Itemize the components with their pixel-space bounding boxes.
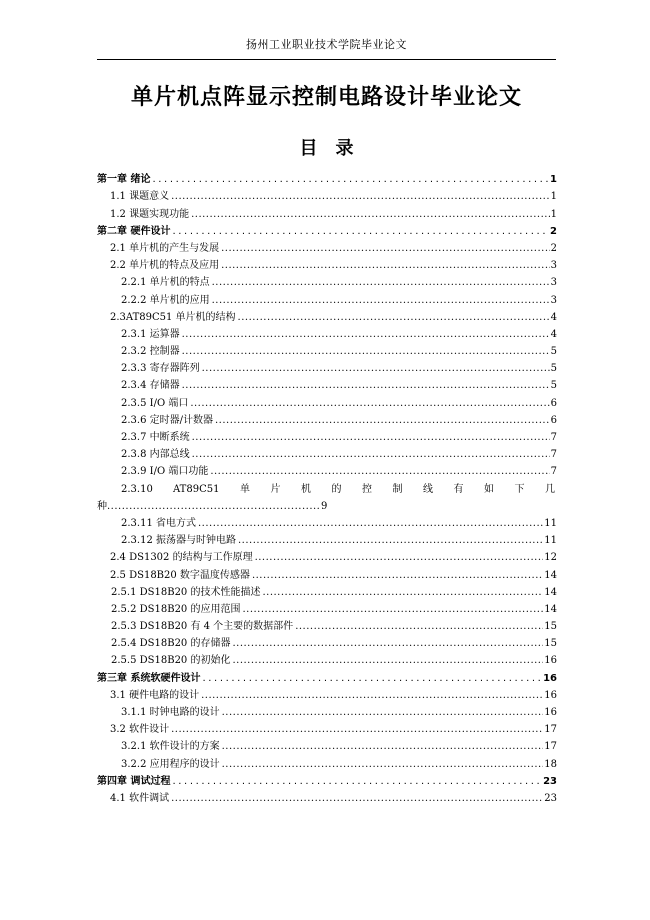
toc-leader-dots: [221, 242, 550, 255]
toc-entry[interactable]: [97, 427, 557, 444]
toc-entry-text: 1.1 课题意义: [110, 191, 170, 203]
toc-entry[interactable]: [97, 341, 557, 358]
toc-entry-title: [173, 483, 557, 496]
header-rule: [97, 59, 556, 60]
toc-entry[interactable]: [97, 582, 557, 599]
toc-entry[interactable]: [97, 307, 557, 324]
toc-entry[interactable]: [97, 736, 557, 753]
toc-entry-text: 2.3.5 I/O 端口: [121, 397, 189, 409]
toc-heading: 目 录: [299, 138, 354, 159]
toc-entry-text: 第一章 绪论: [97, 174, 151, 186]
toc-entry-text: 2.3.7 中断系统: [121, 432, 190, 443]
toc-leader-dots: [182, 328, 550, 341]
toc-leader-dots: [192, 448, 550, 461]
toc-chapter-entry[interactable]: [97, 667, 557, 684]
toc-entry[interactable]: [97, 753, 557, 770]
toc-entry[interactable]: [97, 685, 557, 702]
toc-entry-text: 第四章 调试过程: [97, 775, 171, 787]
toc-entry-text: 2.2.1 单片机的特点: [121, 277, 210, 289]
toc-page-number: 5: [550, 380, 557, 392]
toc-entry-text: 3.1.1 时钟电路的设计: [121, 707, 220, 718]
toc-entry[interactable]: [97, 633, 557, 650]
toc-entry-text: 3.2.2 应用程序的设计: [121, 758, 220, 770]
toc-entry-text: 第三章 系统软硬件设计: [97, 672, 201, 684]
toc-page-number: 1: [550, 174, 557, 186]
toc-entry-text: 2.3AT89C51 单片机的结构: [110, 311, 236, 323]
toc-entry-title-char: AT89C51: [173, 483, 220, 495]
toc-entry-title-char: 有: [453, 483, 464, 495]
toc-entry-text: 4.1 软件调试: [110, 792, 170, 804]
toc-page-number: 5: [550, 346, 557, 358]
toc-page-number: 23: [543, 775, 557, 787]
toc-entry-text: 2.3.8 内部总线: [121, 449, 190, 461]
toc-entry-text: 种: [97, 500, 107, 512]
toc-leader-dots: [201, 689, 543, 702]
toc-page-number: 16: [543, 672, 557, 684]
toc-leader-dots: [222, 706, 544, 719]
toc-entry[interactable]: [97, 444, 557, 461]
toc-entry-text: 3.2 软件设计: [110, 724, 170, 736]
toc-page-number: 17: [544, 741, 557, 753]
toc-entry[interactable]: [97, 255, 557, 272]
toc-page-number: 16: [544, 707, 557, 718]
toc-entry-text: 3.1 硬件电路的设计: [110, 689, 200, 701]
toc-entry[interactable]: [97, 186, 557, 203]
toc-entry[interactable]: [97, 203, 557, 220]
toc-entry-text: 2.3.4 存储器: [121, 380, 180, 392]
toc-page-number: 3: [550, 277, 557, 289]
toc-chapter-entry[interactable]: [97, 771, 557, 788]
toc-entry-text: 2.3.1 运算器: [121, 328, 180, 340]
toc-entry-title-char: 片: [270, 483, 281, 495]
toc-entry-text: 2.4 DS1302 的结构与工作原理: [110, 552, 253, 564]
toc-chapter-entry[interactable]: [97, 221, 557, 238]
toc-page-number: 14: [544, 603, 557, 615]
table-of-contents: [97, 169, 557, 805]
toc-leader-dots: [212, 294, 550, 307]
toc-entry-title-char: 线: [422, 483, 433, 495]
toc-entry-text: 2.5 DS18B20 数字温度传感器: [110, 569, 250, 581]
toc-entry-text: 2.3.2 控制器: [121, 346, 180, 358]
toc-page-number: 4: [550, 328, 557, 340]
toc-page-number: 14: [544, 586, 557, 598]
toc-entry-text: 2.5.4 DS18B20 的存储器: [111, 638, 231, 650]
toc-page-number: 23: [544, 792, 557, 804]
toc-entry[interactable]: [97, 238, 557, 255]
toc-page-number: 7: [550, 432, 557, 443]
toc-leader-dots: [171, 723, 543, 736]
toc-leader-dots: [232, 637, 543, 650]
toc-page-number: 14: [544, 569, 557, 581]
toc-page-number: 17: [544, 724, 557, 736]
toc-leader-dots: [182, 345, 550, 358]
toc-leader-dots: [242, 603, 543, 616]
toc-page-number: 2: [550, 242, 557, 254]
document-title: 单片机点阵显示控制电路设计毕业论文: [130, 85, 522, 110]
toc-page-number: 3: [550, 294, 557, 306]
toc-leader-dots: [232, 654, 543, 667]
toc-entry-text: 2.3.6 定时器/计数器: [121, 414, 213, 426]
toc-page-number: 16: [544, 655, 557, 667]
toc-entry-title-char: 制: [392, 483, 403, 495]
toc-page-number: 7: [550, 466, 557, 478]
toc-leader-dots: [212, 276, 550, 289]
toc-entry[interactable]: [97, 324, 557, 341]
toc-chapter-entry[interactable]: [97, 169, 557, 186]
toc-page-number: 6: [550, 397, 557, 409]
toc-page-number: 15: [544, 621, 557, 633]
toc-leader-dots: [172, 225, 549, 238]
toc-entry-title-char: 机: [300, 483, 311, 495]
toc-leader-dots: [222, 740, 544, 753]
toc-leader-dots: [238, 311, 550, 324]
toc-entry[interactable]: [97, 564, 557, 581]
toc-leader-dots: [152, 173, 549, 186]
toc-entry-text: 第二章 硬件设计: [97, 225, 171, 237]
toc-entry[interactable]: [97, 289, 557, 306]
toc-leader-dots: [238, 534, 543, 547]
toc-entry[interactable]: [97, 272, 557, 289]
toc-page-number: 12: [544, 552, 557, 564]
toc-leader-dots: [295, 620, 543, 633]
toc-entry[interactable]: [97, 788, 557, 805]
toc-page-number: 5: [550, 363, 557, 375]
toc-page-number: 7: [550, 449, 557, 461]
toc-leader-dots: [215, 414, 550, 427]
toc-leader-dots: [198, 517, 543, 530]
toc-leader-dots: [202, 672, 542, 685]
toc-entry-text: 2.5.2 DS18B20 的应用范围: [111, 603, 241, 615]
toc-entry-text: 2.2.2 单片机的应用: [121, 294, 210, 306]
toc-entry[interactable]: [97, 719, 557, 736]
toc-leader-dots: [222, 758, 544, 771]
toc-entry[interactable]: [97, 599, 557, 616]
toc-entry[interactable]: [97, 461, 557, 478]
toc-page-number: 11: [544, 535, 557, 547]
toc-entry-text: 2.5.3 DS18B20 有 4 个主要的数据部件: [111, 621, 294, 633]
toc-entry-continuation[interactable]: [97, 496, 557, 513]
toc-page-number: 6: [550, 414, 557, 426]
toc-entry-title-char: 下: [514, 483, 525, 495]
toc-page-number: 1: [550, 191, 557, 203]
toc-leader-dots: [221, 259, 550, 272]
toc-leader-dots: [202, 362, 550, 375]
toc-entry[interactable]: [97, 547, 557, 564]
toc-entry-text: 2.5.5 DS18B20 的初始化: [111, 655, 231, 667]
toc-page-number: 15: [544, 638, 557, 650]
toc-entry[interactable]: [97, 616, 557, 633]
toc-entry-title-char: 几: [544, 483, 555, 495]
page-header: 扬州工业职业技术学院毕业论文: [246, 38, 407, 51]
toc-page-number: 4: [550, 311, 557, 323]
toc-entry-text: 2.5.1 DS18B20 的技术性能描述: [111, 586, 261, 598]
toc-leader-dots: [191, 208, 550, 221]
toc-entry[interactable]: [97, 478, 557, 495]
toc-page-number: 16: [544, 689, 557, 701]
toc-entry[interactable]: [97, 410, 557, 427]
toc-entry-text: 2.3.11 省电方式: [121, 517, 196, 529]
toc-entry[interactable]: [97, 650, 557, 667]
toc-page-number: 3: [550, 260, 557, 272]
toc-entry-text: 3.2.1 软件设计的方案: [121, 741, 220, 753]
toc-entry-text: 2.2 单片机的特点及应用: [110, 260, 220, 272]
toc-page-number: 11: [544, 517, 557, 529]
toc-entry[interactable]: [97, 702, 557, 719]
toc-leader-dots: [171, 792, 543, 805]
toc-entry[interactable]: [97, 375, 557, 392]
toc-entry-title-char: 的: [331, 483, 342, 495]
toc-page-number: 9: [321, 500, 328, 512]
toc-leader-dots: [210, 465, 549, 478]
toc-entry[interactable]: [97, 358, 557, 375]
toc-entry[interactable]: [97, 392, 557, 409]
toc-page-number: 1: [550, 208, 557, 220]
toc-entry-text: 1.2 课题实现功能: [110, 208, 190, 220]
toc-entry-text: 2.3.9 I/O 端口功能: [121, 466, 209, 478]
toc-entry[interactable]: [97, 513, 557, 530]
toc-leader-dots: [172, 775, 542, 788]
toc-leader-dots: [107, 500, 321, 513]
toc-entry-text: 2.3.3 寄存器阵列: [121, 363, 200, 375]
toc-entry-title-char: 如: [483, 483, 494, 495]
toc-entry-title-char: 单: [239, 483, 250, 495]
toc-leader-dots: [182, 379, 550, 392]
toc-entry-text: 2.3.12 振荡器与时钟电路: [121, 535, 236, 547]
toc-leader-dots: [252, 569, 543, 582]
toc-entry[interactable]: [97, 530, 557, 547]
toc-entry-number: 2.3.10: [121, 483, 153, 495]
toc-leader-dots: [255, 551, 544, 564]
toc-page-number: 18: [544, 758, 557, 770]
toc-leader-dots: [192, 431, 550, 444]
toc-leader-dots: [171, 190, 550, 203]
toc-leader-dots: [190, 397, 549, 410]
toc-page-number: 2: [550, 225, 557, 237]
toc-entry-title-char: 控: [361, 483, 372, 495]
toc-entry-text: 2.1 单片机的产生与发展: [110, 242, 220, 254]
toc-leader-dots: [262, 586, 543, 599]
